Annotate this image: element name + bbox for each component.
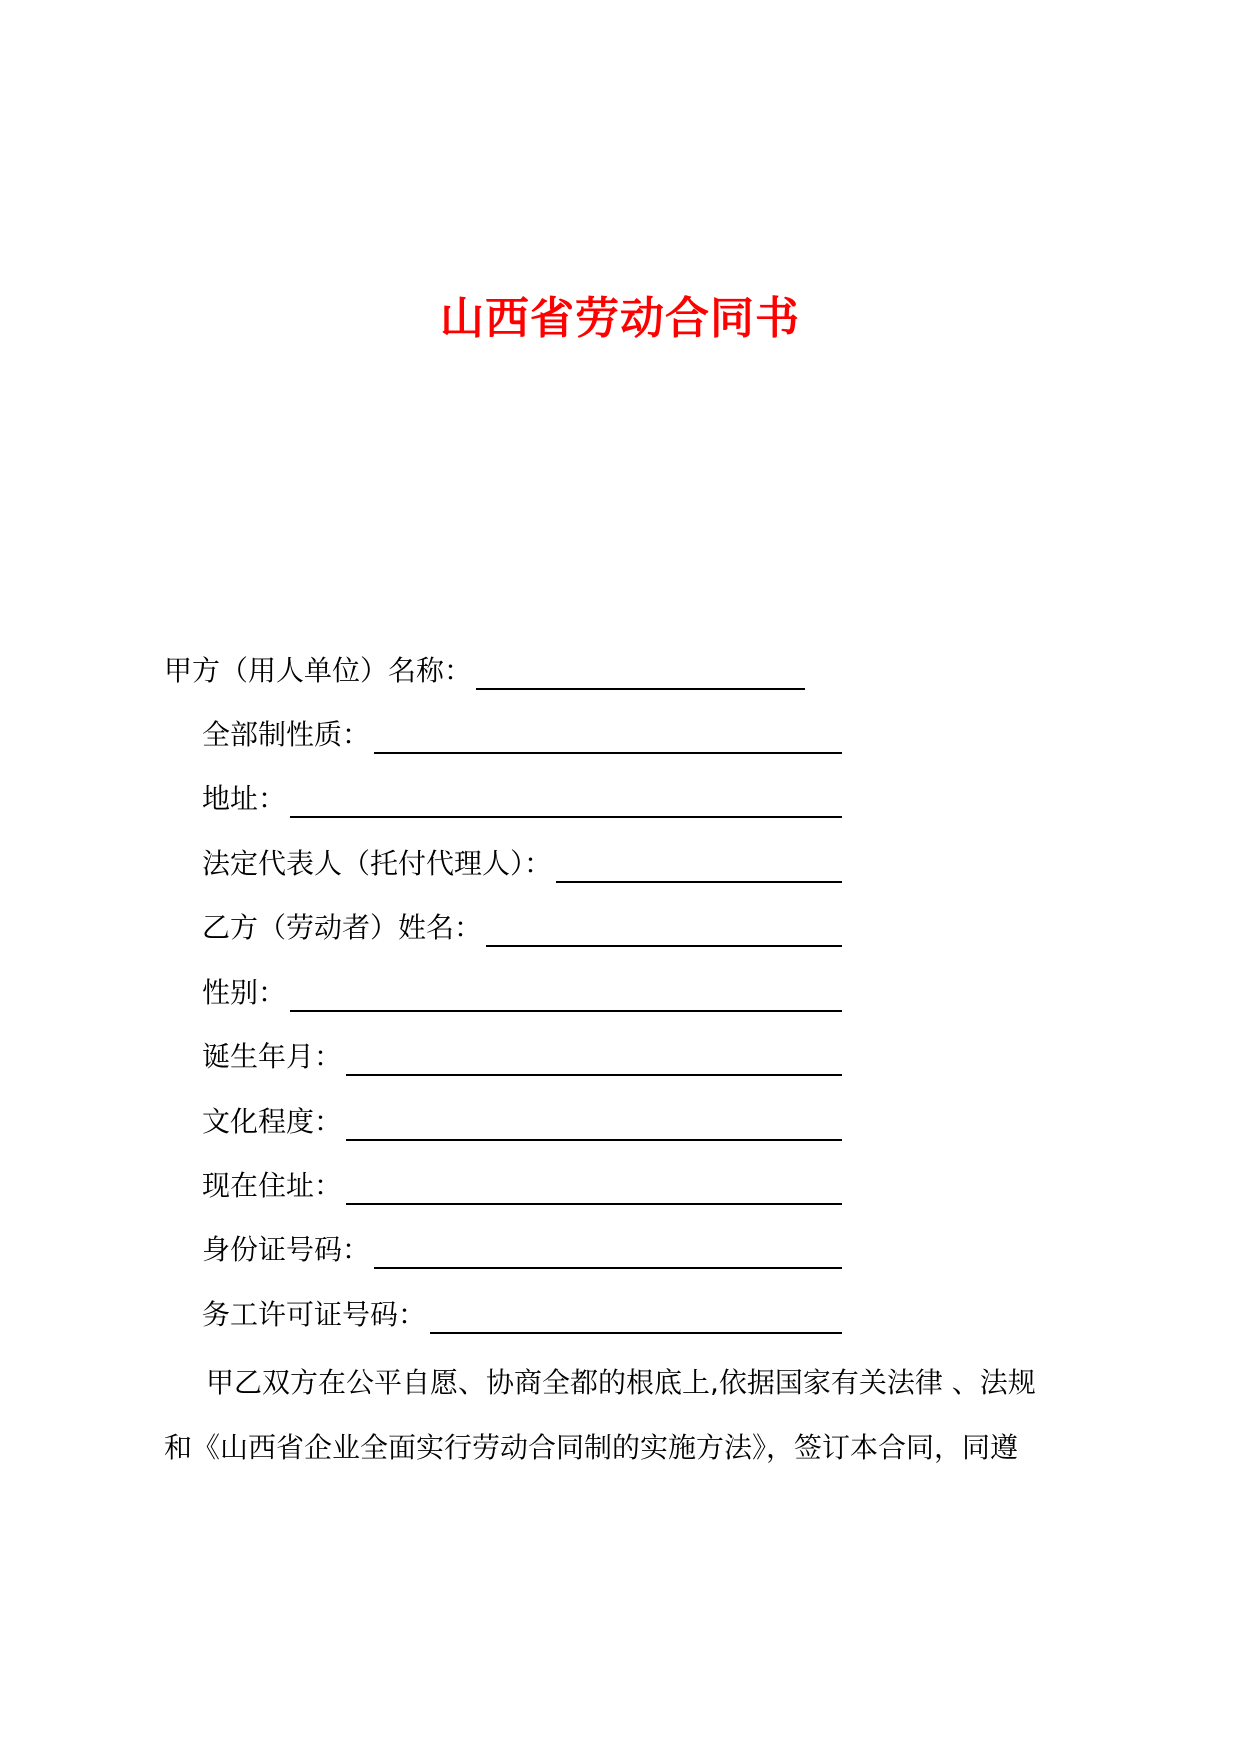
field-label: 全部制性质： (202, 718, 371, 751)
field-label: 性别： (202, 976, 287, 1009)
field-label: 乙方（劳动者）姓名： (202, 911, 483, 944)
field-gender (202, 972, 842, 1012)
blank-line[interactable] (290, 786, 842, 818)
field-ownership-type (202, 714, 842, 754)
document-title: 山西省劳动合同书 (440, 293, 800, 344)
field-worker-name (202, 907, 842, 947)
blank-line[interactable] (346, 1173, 842, 1205)
field-education (202, 1101, 842, 1141)
field-current-address (202, 1165, 842, 1205)
blank-line[interactable] (346, 1044, 842, 1076)
blank-line[interactable] (486, 915, 842, 947)
field-employer-name (164, 650, 805, 690)
blank-line[interactable] (346, 1109, 842, 1141)
field-label: 法定代表人（托付代理人）： (202, 847, 553, 880)
field-label: 诞生年月： (202, 1040, 343, 1073)
blank-line[interactable] (430, 1302, 842, 1334)
field-label: 现在住址： (202, 1169, 343, 1202)
blank-line[interactable] (374, 722, 842, 754)
field-label: 甲方（用人单位）名称： (164, 654, 473, 687)
blank-line[interactable] (476, 658, 805, 690)
blank-line[interactable] (290, 980, 842, 1012)
field-label: 身份证号码： (202, 1233, 371, 1266)
paragraph-line: 甲乙双方在公平自愿、协商全都的根底上,依据国家有关法律 、法规 (206, 1366, 1036, 1399)
field-birth-date (202, 1036, 842, 1076)
field-id-number (202, 1229, 842, 1269)
blank-line[interactable] (556, 851, 842, 883)
blank-line[interactable] (374, 1237, 842, 1269)
field-label: 文化程度： (202, 1105, 343, 1138)
field-work-permit-number (202, 1294, 842, 1334)
field-label: 务工许可证号码： (202, 1298, 427, 1331)
paragraph-line: 和《山西省企业全面实行劳动合同制的实施方法》，签订本合同，同遵 (164, 1431, 1019, 1464)
field-legal-representative (202, 843, 842, 883)
field-label: 地址： (202, 782, 287, 815)
field-address (202, 778, 842, 818)
